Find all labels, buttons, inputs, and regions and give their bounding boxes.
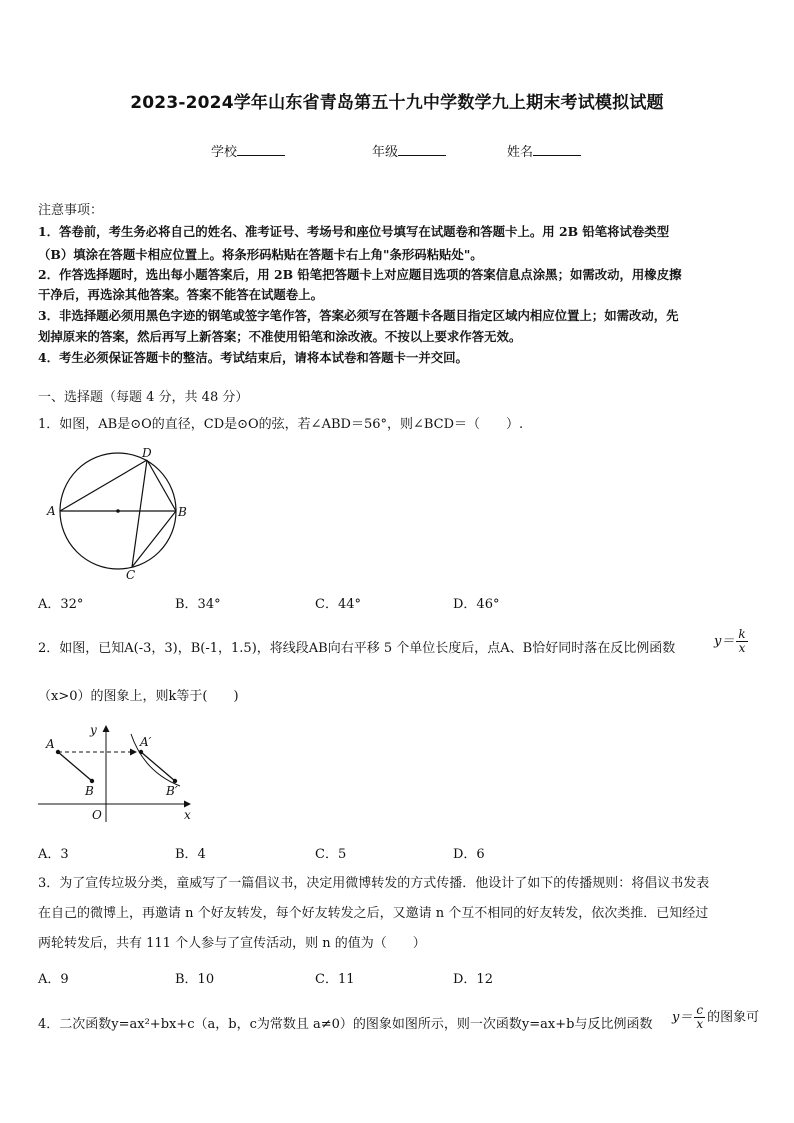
q2-option-b[interactable]: B．4: [175, 847, 206, 862]
question-1-text: 1．如图，AB是⊙O的直径，CD是⊙O的弦，若∠ABD＝56°，则∠BCD＝（ ）.: [38, 417, 524, 432]
label-y: y: [90, 723, 97, 737]
question-2-text-a: 2．如图，已知A(-3，3)，B(-1，1.5)，将线段AB向右平移 5 个单位长度后，点A、B恰好同时落在反比例函数: [38, 641, 676, 656]
label-a-prime: A′: [140, 735, 152, 749]
notice-heading: 注意事项：: [38, 203, 104, 218]
q4-frac-num: c: [696, 1003, 704, 1017]
q4-formula: [672, 1004, 759, 1031]
question-3-line-1: 3．为了宣传垃圾分类，童威写了一篇倡议书，决定用微博转发的方式传播．他设计了如下的传播规则：将倡议书发表: [38, 876, 710, 891]
question-4-text-b: 的图象可: [707, 1010, 760, 1025]
name-label: 姓名: [507, 145, 534, 160]
q4-formula-lhs: y＝: [672, 1010, 693, 1025]
point-a: [56, 750, 60, 754]
point-a-prime: [139, 750, 143, 754]
grade-label: 年级: [372, 145, 399, 160]
center-point: [116, 509, 120, 513]
notice-line-1b: （B）填涂在答题卡相应位置上。将条形码粘贴在答题卡右上角"条形码粘贴处"。: [38, 247, 483, 262]
question-2-text-b: （x>0）的图象上，则k等于( ): [38, 689, 239, 704]
q3-option-c[interactable]: C．11: [315, 972, 355, 987]
grade-blank: [398, 143, 446, 156]
segment-ab: [58, 752, 92, 781]
label-origin: O: [92, 808, 102, 822]
circle-figure: [40, 444, 200, 586]
q4-fraction: [694, 1004, 705, 1031]
label-x: x: [184, 808, 191, 822]
notice-line-3a: 3．非选择题必须用黑色字迹的钢笔或签字笔作答，答案必须写在答题卡各题目指定区域内相应位置上；如需改动，先: [38, 308, 679, 323]
segment-a2b2: [141, 752, 175, 781]
point-b-prime: [173, 779, 177, 783]
notice-line-1a: 1．答卷前，考生务必将自己的姓名、准考证号、考场号和座位号填写在试题卷和答题卡上。用 2B 铅笔将试卷类型: [38, 224, 670, 239]
label-b: B: [178, 505, 187, 519]
q4-frac-den: x: [696, 1017, 704, 1031]
q2-formula: [714, 628, 750, 655]
name-blank: [533, 143, 581, 156]
q1-option-a[interactable]: A．32°: [38, 597, 84, 612]
label-b-prime: B′: [166, 784, 178, 798]
notice-line-3b: 划掉原来的答案，然后再写上新答案；不准使用铅笔和涂改液。不按以上要求作答无效。: [38, 329, 522, 344]
q2-option-c[interactable]: C．5: [315, 847, 347, 862]
label-b: B: [85, 784, 94, 798]
q2-fraction: [736, 628, 747, 655]
q2-frac-num: k: [738, 627, 746, 641]
school-label: 学校: [211, 145, 238, 160]
q2-option-d[interactable]: D．6: [453, 847, 485, 862]
q1-option-c[interactable]: C．44°: [315, 597, 361, 612]
q3-option-b[interactable]: B．10: [175, 972, 215, 987]
question-3-line-2: 在自己的微博上，再邀请 n 个好友转发，每个好友转发之后，又邀请 n 个互不相同的好友转发，依次类推．已知经过: [38, 906, 709, 921]
label-c: C: [126, 568, 136, 582]
q2-formula-lhs: y＝: [714, 634, 735, 649]
point-b: [90, 779, 94, 783]
name-field: [507, 141, 581, 160]
page-title: 2023-2024学年山东省青岛第五十九中学数学九上期末考试模拟试题: [130, 93, 664, 113]
notice-line-2a: 2．作答选择题时，选出每小题答案后，用 2B 铅笔把答题卡上对应题目选项的答案信息点涂黑；如需改动，用橡皮擦: [38, 267, 682, 282]
label-a: A: [47, 504, 56, 518]
q3-option-d[interactable]: D．12: [453, 972, 493, 987]
notice-line-2b: 干净后，再选涂其他答案。答案不能答在试题卷上。: [38, 287, 323, 302]
q2-option-a[interactable]: A．3: [38, 847, 69, 862]
school-field: [211, 141, 285, 160]
q2-frac-den: x: [738, 641, 746, 655]
chord-db: [147, 460, 176, 511]
grade-field: [372, 141, 446, 160]
label-a: A: [46, 737, 55, 751]
q3-option-a[interactable]: A．9: [38, 972, 69, 987]
chord-ad: [60, 460, 147, 511]
q1-option-d[interactable]: D．46°: [453, 597, 500, 612]
notice-line-4: 4．考生必须保证答题卡的整洁。考试结束后，请将本试卷和答题卡一并交回。: [38, 350, 468, 365]
question-3-line-3: 两轮转发后，共有 111 个人参与了宣传活动，则 n 的值为（ ）: [38, 936, 426, 951]
translation-figure: [30, 718, 200, 828]
question-4-text-a: 4．二次函数y=ax²+bx+c（a，b，c为常数且 a≠0）的图象如图所示，则一次函数y=ax+b与反比例函数: [38, 1017, 653, 1032]
label-d: D: [142, 446, 152, 460]
school-blank: [237, 143, 285, 156]
section-heading: 一、选择题（每题 4 分，共 48 分）: [38, 390, 249, 405]
q1-option-b[interactable]: B．34°: [175, 597, 221, 612]
